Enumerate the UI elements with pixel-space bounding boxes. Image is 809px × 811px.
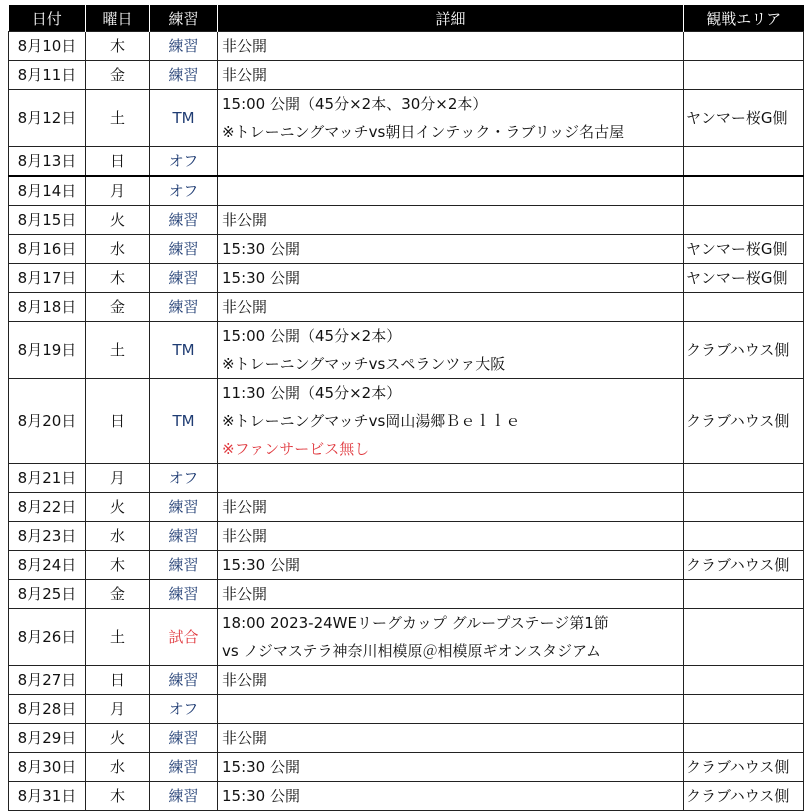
- practice-type-cell: 練習: [150, 724, 218, 753]
- weekday-cell: 水: [86, 522, 150, 551]
- practice-type-cell: 練習: [150, 522, 218, 551]
- viewing-area-cell: [684, 493, 804, 522]
- detail-cell: [218, 264, 684, 293]
- date-cell: 8月15日: [9, 206, 86, 235]
- date-cell: 8月21日: [9, 464, 86, 493]
- date-cell: 8月14日: [9, 176, 86, 206]
- detail-line: vs ノジマステラ神奈川相模原＠相模原ギオンスタジアム: [222, 642, 602, 660]
- detail-cell: [218, 551, 684, 580]
- practice-type-cell: 練習: [150, 61, 218, 90]
- detail-cell: [218, 666, 684, 695]
- weekday-cell: 月: [86, 695, 150, 724]
- detail-cell: [218, 522, 684, 551]
- practice-type-cell: 練習: [150, 753, 218, 782]
- weekday-cell: 日: [86, 379, 150, 464]
- viewing-area-cell: [684, 580, 804, 609]
- header-area: 観戦エリア: [684, 5, 804, 32]
- viewing-area-cell: [684, 147, 804, 177]
- table-row: [9, 551, 804, 580]
- date-cell: 8月20日: [9, 379, 86, 464]
- viewing-area-cell: [684, 32, 804, 61]
- table-row: [9, 206, 804, 235]
- viewing-area-cell: [684, 522, 804, 551]
- detail-line: 非公開: [222, 729, 268, 747]
- weekday-cell: 金: [86, 293, 150, 322]
- viewing-area-cell: [684, 464, 804, 493]
- viewing-area-cell: [684, 176, 804, 206]
- detail-cell: [218, 782, 684, 811]
- weekday-cell: 月: [86, 176, 150, 206]
- detail-cell: [218, 580, 684, 609]
- table-row: [9, 782, 804, 811]
- table-row: [9, 464, 804, 493]
- date-cell: 8月25日: [9, 580, 86, 609]
- date-cell: 8月12日: [9, 90, 86, 147]
- date-cell: 8月29日: [9, 724, 86, 753]
- detail-cell: [218, 695, 684, 724]
- detail-cell: [218, 379, 684, 464]
- detail-line: 非公開: [222, 585, 268, 603]
- detail-line: 15:00 公開（45分×2本）: [222, 327, 402, 345]
- detail-cell: [218, 493, 684, 522]
- date-cell: 8月24日: [9, 551, 86, 580]
- detail-line: 11:30 公開（45分×2本）: [222, 384, 402, 402]
- detail-line: 15:30 公開: [222, 758, 300, 776]
- table-row: [9, 666, 804, 695]
- detail-cell: [218, 293, 684, 322]
- weekday-cell: 木: [86, 551, 150, 580]
- detail-line: 18:00 2023-24WEリーグカップ グループステージ第1節: [222, 614, 609, 632]
- detail-cell: [218, 90, 684, 147]
- detail-line: [222, 177, 679, 205]
- table-row: [9, 580, 804, 609]
- detail-line: 非公開: [222, 671, 268, 689]
- viewing-area-cell: クラブハウス側: [684, 551, 804, 580]
- practice-type-cell: オフ: [150, 147, 218, 177]
- viewing-area-cell: クラブハウス側: [684, 322, 804, 379]
- weekday-cell: 水: [86, 753, 150, 782]
- viewing-area-cell: [684, 206, 804, 235]
- practice-type-cell: 練習: [150, 551, 218, 580]
- detail-line: [222, 695, 679, 723]
- table-row: [9, 264, 804, 293]
- weekday-cell: 土: [86, 90, 150, 147]
- weekday-cell: 木: [86, 782, 150, 811]
- detail-cell: [218, 147, 684, 177]
- detail-line: 非公開: [222, 37, 268, 55]
- detail-cell: [218, 206, 684, 235]
- detail-cell: [218, 609, 684, 666]
- date-cell: 8月22日: [9, 493, 86, 522]
- detail-cell: [218, 32, 684, 61]
- detail-line: 15:30 公開: [222, 556, 300, 574]
- date-cell: 8月13日: [9, 147, 86, 177]
- detail-line: 非公開: [222, 66, 268, 84]
- weekday-cell: 金: [86, 61, 150, 90]
- detail-cell: [218, 464, 684, 493]
- viewing-area-cell: クラブハウス側: [684, 753, 804, 782]
- viewing-area-cell: ヤンマー桜G側: [684, 264, 804, 293]
- table-row: [9, 522, 804, 551]
- detail-line: ※トレーニングマッチvs朝日インテック・ラブリッジ名古屋: [222, 123, 625, 141]
- header-day: 曜日: [86, 5, 150, 32]
- viewing-area-cell: クラブハウス側: [684, 379, 804, 464]
- detail-cell: [218, 61, 684, 90]
- table-row: [9, 61, 804, 90]
- detail-cell: [218, 176, 684, 206]
- detail-cell: [218, 235, 684, 264]
- header-detail: 詳細: [218, 5, 684, 32]
- date-cell: 8月11日: [9, 61, 86, 90]
- weekday-cell: 木: [86, 32, 150, 61]
- table-row: [9, 176, 804, 206]
- date-cell: 8月26日: [9, 609, 86, 666]
- practice-type-cell: 練習: [150, 666, 218, 695]
- weekday-cell: 土: [86, 322, 150, 379]
- schedule-body: [9, 32, 804, 811]
- detail-cell: [218, 753, 684, 782]
- weekday-cell: 日: [86, 666, 150, 695]
- detail-line: 非公開: [222, 527, 268, 545]
- table-row: [9, 32, 804, 61]
- header-date: 日付: [9, 5, 86, 32]
- viewing-area-cell: クラブハウス側: [684, 782, 804, 811]
- practice-type-cell: 練習: [150, 32, 218, 61]
- detail-cell: [218, 322, 684, 379]
- detail-line: 15:30 公開: [222, 787, 300, 805]
- weekday-cell: 火: [86, 206, 150, 235]
- detail-line: [222, 464, 679, 492]
- practice-type-cell: 練習: [150, 493, 218, 522]
- practice-type-cell: オフ: [150, 464, 218, 493]
- detail-line: 15:00 公開（45分×2本、30分×2本）: [222, 95, 488, 113]
- table-row: [9, 293, 804, 322]
- practice-type-cell: TM: [150, 322, 218, 379]
- table-row: [9, 695, 804, 724]
- practice-type-cell: 練習: [150, 782, 218, 811]
- practice-type-cell: 練習: [150, 580, 218, 609]
- date-cell: 8月19日: [9, 322, 86, 379]
- detail-line: 非公開: [222, 298, 268, 316]
- detail-line: 非公開: [222, 211, 268, 229]
- practice-type-cell: TM: [150, 90, 218, 147]
- schedule-table: [8, 5, 804, 811]
- detail-line: ※トレーニングマッチvs岡山湯郷Ｂｅｌｌｅ: [222, 412, 521, 430]
- table-row: [9, 322, 804, 379]
- date-cell: 8月17日: [9, 264, 86, 293]
- weekday-cell: 月: [86, 464, 150, 493]
- viewing-area-cell: [684, 695, 804, 724]
- practice-type-cell: 練習: [150, 264, 218, 293]
- header-row: [9, 5, 804, 32]
- table-row: [9, 724, 804, 753]
- viewing-area-cell: ヤンマー桜G側: [684, 235, 804, 264]
- date-cell: 8月10日: [9, 32, 86, 61]
- date-cell: 8月28日: [9, 695, 86, 724]
- detail-line: 15:30 公開: [222, 240, 300, 258]
- weekday-cell: 日: [86, 147, 150, 177]
- weekday-cell: 火: [86, 493, 150, 522]
- practice-type-cell: オフ: [150, 695, 218, 724]
- viewing-area-cell: ヤンマー桜G側: [684, 90, 804, 147]
- table-row: [9, 147, 804, 177]
- date-cell: 8月30日: [9, 753, 86, 782]
- weekday-cell: 水: [86, 235, 150, 264]
- practice-type-cell: TM: [150, 379, 218, 464]
- viewing-area-cell: [684, 609, 804, 666]
- table-row: [9, 493, 804, 522]
- table-row: [9, 235, 804, 264]
- viewing-area-cell: [684, 666, 804, 695]
- table-row: [9, 379, 804, 464]
- table-row: [9, 753, 804, 782]
- detail-line: ※トレーニングマッチvsスペランツァ大阪: [222, 355, 506, 373]
- table-row: [9, 609, 804, 666]
- detail-line: ※ファンサービス無し: [222, 440, 370, 458]
- weekday-cell: 木: [86, 264, 150, 293]
- date-cell: 8月23日: [9, 522, 86, 551]
- weekday-cell: 金: [86, 580, 150, 609]
- detail-cell: [218, 724, 684, 753]
- date-cell: 8月27日: [9, 666, 86, 695]
- detail-line: 非公開: [222, 498, 268, 516]
- weekday-cell: 火: [86, 724, 150, 753]
- viewing-area-cell: [684, 293, 804, 322]
- date-cell: 8月18日: [9, 293, 86, 322]
- weekday-cell: 土: [86, 609, 150, 666]
- practice-type-cell: 試合: [150, 609, 218, 666]
- header-practice: 練習: [150, 5, 218, 32]
- detail-line: [222, 147, 679, 175]
- practice-type-cell: 練習: [150, 206, 218, 235]
- date-cell: 8月16日: [9, 235, 86, 264]
- viewing-area-cell: [684, 724, 804, 753]
- practice-type-cell: 練習: [150, 293, 218, 322]
- table-row: [9, 90, 804, 147]
- detail-line: 15:30 公開: [222, 269, 300, 287]
- viewing-area-cell: [684, 61, 804, 90]
- date-cell: 8月31日: [9, 782, 86, 811]
- practice-type-cell: オフ: [150, 176, 218, 206]
- practice-type-cell: 練習: [150, 235, 218, 264]
